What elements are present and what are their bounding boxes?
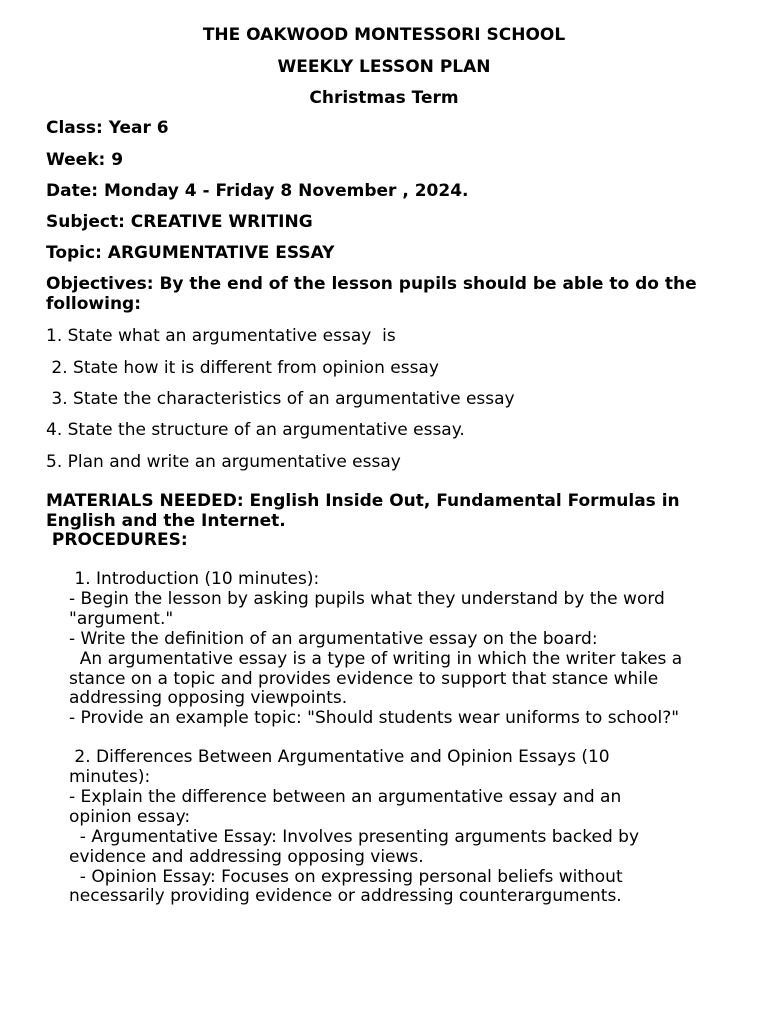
- procedures-line: evidence and addressing opposing views.: [69, 847, 424, 867]
- procedures-line: - Begin the lesson by asking pupils what they understand by the word: [69, 589, 665, 609]
- procedures-line: minutes):: [69, 767, 151, 787]
- objective-item: 2. State how it is different from opinion essay: [46, 358, 439, 378]
- objective-item: 1. State what an argumentative essay is: [46, 326, 396, 346]
- term-title: Christmas Term: [309, 88, 459, 108]
- procedures-line: necessarily providing evidence or addressing counterarguments.: [69, 886, 622, 906]
- procedures-line: - Opinion Essay: Focuses on expressing personal beliefs without: [69, 867, 623, 887]
- subject-line: Subject: CREATIVE WRITING: [46, 212, 313, 232]
- week-line: Week: 9: [46, 150, 124, 170]
- procedures-line: 2. Differences Between Argumentative and Opinion Essays (10: [69, 747, 610, 767]
- procedures-line: - Explain the difference between an argumentative essay and an: [69, 787, 622, 807]
- objective-item: 3. State the characteristics of an argumentative essay: [46, 389, 515, 409]
- materials-needed: MATERIALS NEEDED: English Inside Out, Fundamental Formulas in English and the Internet.: [46, 491, 680, 531]
- procedures-line: opinion essay:: [69, 807, 191, 827]
- procedures-line: - Provide an example topic: "Should students wear uniforms to school?": [69, 708, 680, 728]
- procedures-line: - Argumentative Essay: Involves presenting arguments backed by: [69, 827, 640, 847]
- procedures-line: 1. Introduction (10 minutes):: [69, 569, 320, 589]
- objectives-heading: Objectives: By the end of the lesson pupils should be able to do the following:: [46, 274, 697, 314]
- procedures-line: stance on a topic and provides evidence to support that stance while: [69, 669, 659, 689]
- class-line: Class: Year 6: [46, 118, 169, 138]
- procedures-line: "argument.": [69, 609, 174, 629]
- procedures-line: An argumentative essay is a type of writing in which the writer takes a: [69, 649, 683, 669]
- procedures-line: - Write the definition of an argumentative essay on the board:: [69, 629, 598, 649]
- objective-item: 4. State the structure of an argumentative essay.: [46, 420, 465, 440]
- procedures-line: addressing opposing viewpoints.: [69, 688, 348, 708]
- procedures-heading: PROCEDURES:: [46, 530, 188, 550]
- objective-item: 5. Plan and write an argumentative essay: [46, 452, 401, 472]
- date-line: Date: Monday 4 - Friday 8 November , 2024.: [46, 181, 469, 201]
- plan-title: WEEKLY LESSON PLAN: [277, 57, 491, 77]
- topic-line: Topic: ARGUMENTATIVE ESSAY: [46, 243, 335, 263]
- school-name: THE OAKWOOD MONTESSORI SCHOOL: [202, 25, 566, 45]
